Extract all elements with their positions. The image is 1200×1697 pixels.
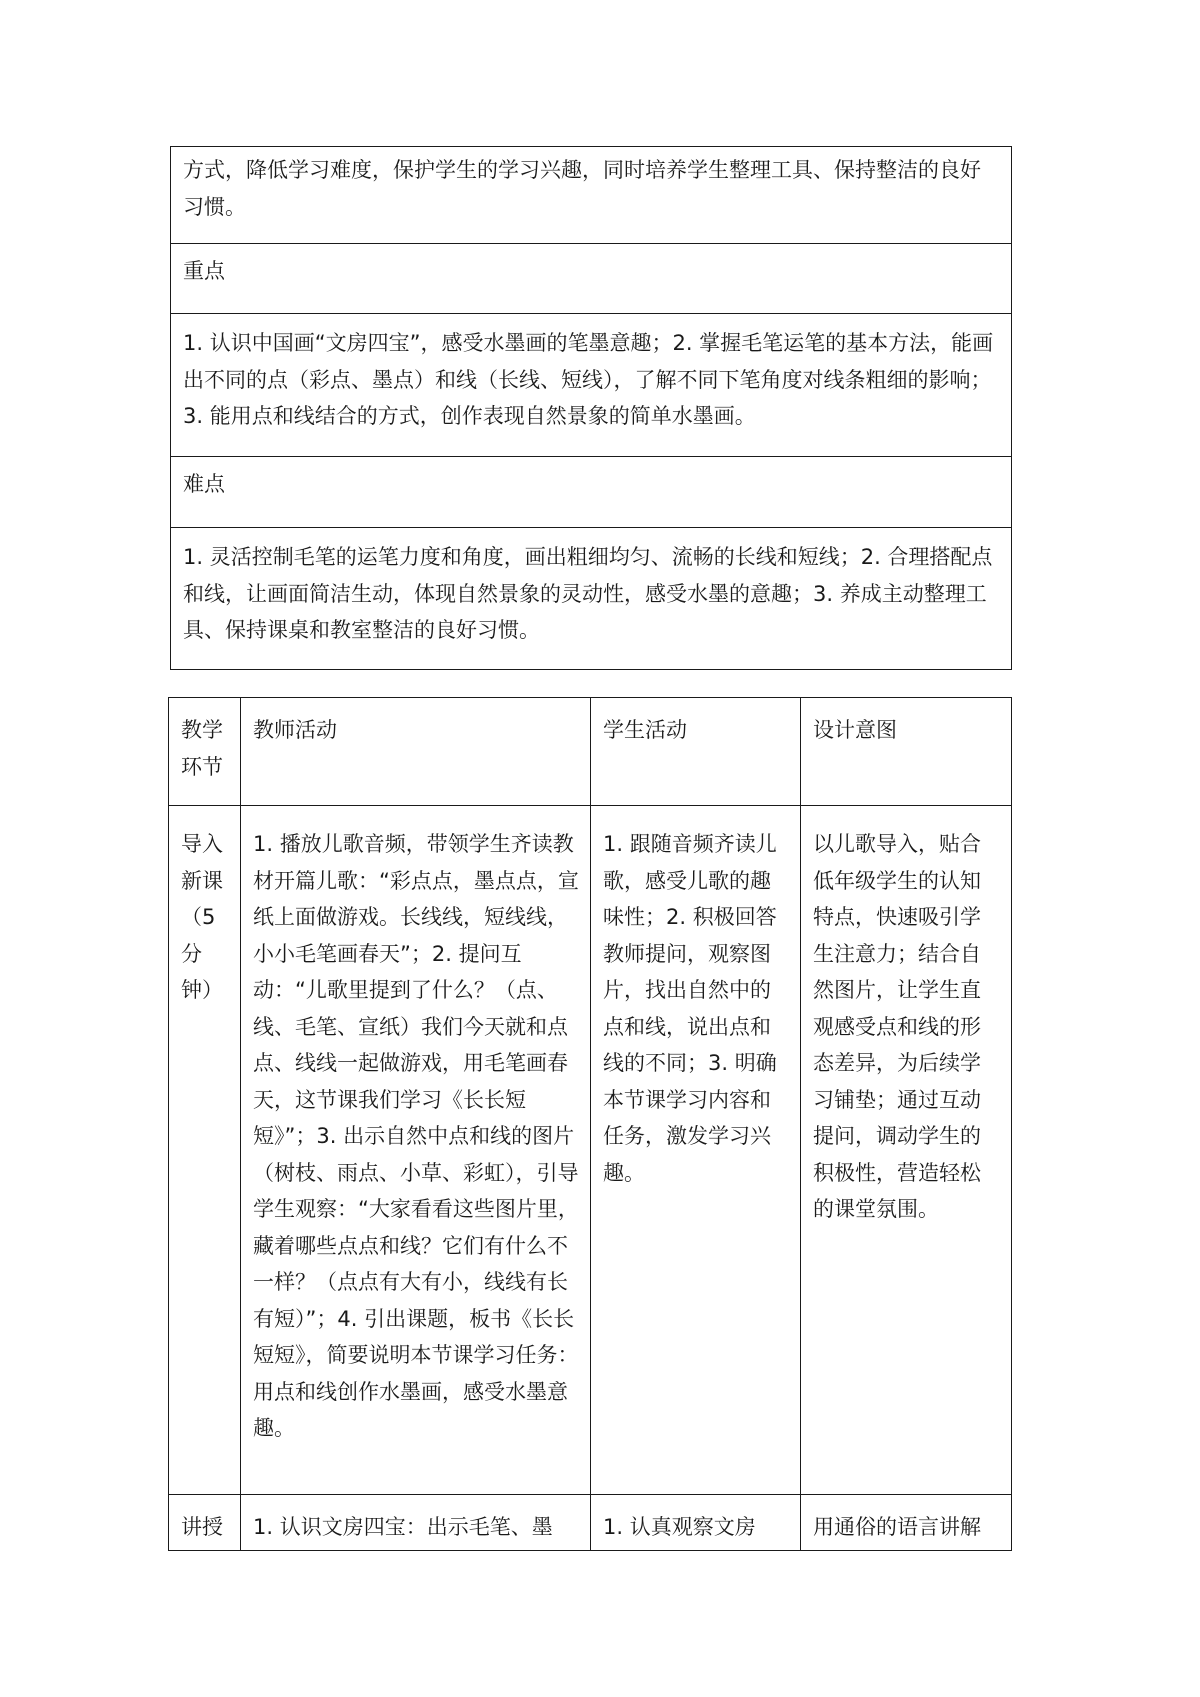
header-design: 设计意图	[813, 718, 897, 742]
teacher-activity-cell	[241, 1495, 591, 1551]
table-row	[169, 1495, 1012, 1551]
table-row	[169, 806, 1012, 1495]
difficulties-row	[171, 527, 1011, 669]
objectives-table	[170, 146, 1012, 670]
difficulties-header-row	[171, 456, 1011, 527]
teacher-activity-text: 1. 认识文房四宝：出示毛笔、墨	[253, 1515, 553, 1539]
header-stage: 教学环节	[181, 718, 223, 779]
stage-text: 导入新课（5分钟）	[181, 832, 223, 1002]
stage-text: 讲授	[181, 1515, 223, 1539]
header-teacher-cell	[241, 698, 591, 806]
design-intent-cell	[801, 1495, 1012, 1551]
header-teacher: 教师活动	[253, 718, 337, 742]
continuation-text: 方式，降低学习难度，保护学生的学习兴趣，同时培养学生整理工具、保持整洁的良好习惯。	[183, 158, 981, 219]
design-intent-text: 以儿歌导入，贴合低年级学生的认知特点，快速吸引学生注意力；结合自然图片，让学生直观感受点和线的形态差异，为后续学习铺垫；通过互动提问，调动学生的积极性，营造轻松的课堂氛围。	[813, 832, 981, 1221]
design-intent-cell	[801, 806, 1012, 1495]
table-header-row	[169, 698, 1012, 806]
continuation-row	[171, 147, 1011, 243]
key-points-row	[171, 313, 1011, 456]
design-intent-text: 用通俗的语言讲解	[813, 1515, 981, 1539]
header-stage-cell	[169, 698, 241, 806]
key-points-header-row	[171, 243, 1011, 313]
key-points-text: 1. 认识中国画“文房四宝”，感受水墨画的笔墨意趣；2. 掌握毛笔运笔的基本方法，能画出不同的点（彩点、墨点）和线（长线、短线），了解不同下笔角度对线条粗细的影响；3. 能用点和线结合的方式，创作表现自然景象的简单水墨画。	[183, 331, 994, 428]
header-design-cell	[801, 698, 1012, 806]
student-activity-cell	[591, 806, 801, 1495]
stage-cell	[169, 1495, 241, 1551]
difficulties-label: 难点	[183, 472, 225, 496]
student-activity-text: 1. 跟随音频齐读儿歌，感受儿歌的趣味性；2. 积极回答教师提问，观察图片，找出自然中的点和线，说出点和线的不同；3. 明确本节课学习内容和任务，激发学习兴趣。	[603, 832, 777, 1185]
teacher-activity-text: 1. 播放儿歌音频，带领学生齐读教材开篇儿歌：“彩点点，墨点点，宣纸上面做游戏。长线线，短线线，小小毛笔画春天”；2. 提问互动：“儿歌里提到了什么？（点、线、毛笔、宣纸）我们今天就和点点、线线一起做游戏，用毛笔画春天，这节课我们学习《长长短短》”；3. 出示自然中点和线的图片（树枝、雨点、小草、彩虹），引导学生观察：“大家看看这些图片里，藏着哪些点点和线？它们有什么不一样？（点点有大有小，线线有长有短）”；4. 引出课题，板书《长长短短》，简要说明本节课学习任务：用点和线创作水墨画，感受水墨意趣。	[253, 832, 579, 1440]
key-points-label: 重点	[183, 259, 225, 283]
student-activity-text: 1. 认真观察文房	[603, 1515, 756, 1539]
header-student: 学生活动	[603, 718, 687, 742]
teaching-process-table	[168, 697, 1012, 1551]
header-student-cell	[591, 698, 801, 806]
stage-cell	[169, 806, 241, 1495]
student-activity-cell	[591, 1495, 801, 1551]
teacher-activity-cell	[241, 806, 591, 1495]
difficulties-text: 1. 灵活控制毛笔的运笔力度和角度，画出粗细均匀、流畅的长线和短线；2. 合理搭配点和线，让画面简洁生动，体现自然景象的灵动性，感受水墨的意趣；3. 养成主动整理工具、保持课桌和教室整洁的良好习惯。	[183, 545, 993, 642]
